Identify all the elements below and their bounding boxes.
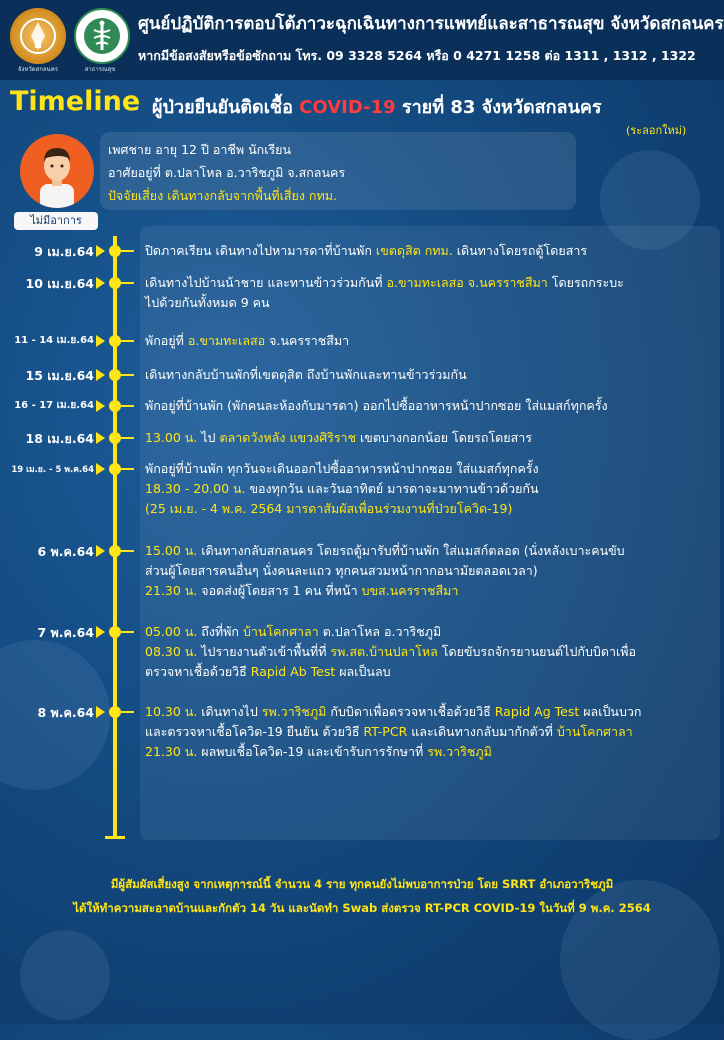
- event-text-segment: พักอยู่ที่บ้านพัก ทุกวันจะเดินออกไปซื้ออาหารหน้าปากซอย ใส่แมสก์ทุกครั้ง: [145, 461, 539, 476]
- virus-decoration-3: [20, 930, 110, 1020]
- event-text-segment: ผลพบเชื้อโควิด-19 และเข้ารับการรักษาที่: [197, 744, 428, 759]
- event-highlight: 21.30 น.: [145, 583, 198, 598]
- timeline-connector: [120, 468, 134, 470]
- timeline-heading: Timeline: [10, 86, 141, 117]
- timeline-connector: [120, 374, 134, 376]
- footer-line-1: มีผู้สัมผัสเสี่ยงสูง จากเหตุการณ์นี้ จำนวน 4 ราย ทุกคนยังไม่พบอาการป่วย โดย SRRT อำเภอวาริชภูมิ: [110, 877, 614, 891]
- timeline-date: 15 เม.ย.64: [25, 368, 94, 383]
- event-text-segment: กับบิดาเพื่อตรวจหาเชื้อด้วยวิธี: [326, 704, 495, 719]
- logo1-caption: จังหวัดสกลนคร: [18, 66, 58, 73]
- relapse-note: (ระลอกใหม่): [626, 124, 687, 137]
- province-seal-logo: [10, 8, 66, 64]
- timeline-event-text: [145, 396, 608, 416]
- timeline-arrow-marker: [96, 245, 105, 257]
- event-text-segment: เดินทางไปบ้านน้าชาย และทานข้าวร่วมกันที่: [145, 275, 387, 290]
- event-highlight: 08.30 น.: [145, 644, 198, 659]
- timeline-event-text: [145, 642, 636, 662]
- timeline-event-text: [145, 331, 349, 351]
- event-text-segment: ต.ปลาโหล อ.วาริชภูมิ: [318, 624, 442, 639]
- caduceus-icon: [82, 16, 122, 56]
- patient-demographics: เพศชาย อายุ 12 ปี อาชีพ นักเรียน: [108, 142, 292, 157]
- timeline-date: 11 - 14 เม.ย.64: [14, 335, 94, 347]
- patient-risk-factor: ปัจจัยเสี่ยง เดินทางกลับจากพื้นที่เสี่ยง กทม.: [108, 188, 337, 203]
- header-banner: [0, 0, 724, 80]
- center-title: ศูนย์ปฏิบัติการตอบโต้ภาวะฉุกเฉินทางการแพทย์และสาธารณสุข จังหวัดสกลนคร: [138, 14, 724, 34]
- event-text-segment: เขตบางกอกน้อย โดยรถโดยสาร: [356, 430, 532, 445]
- event-text-segment: ผลเป็นลบ: [335, 664, 391, 679]
- ministry-health-logo: [74, 8, 130, 64]
- timeline-date: 6 พ.ค.64: [37, 544, 94, 559]
- event-highlight: บ้านโคกศาลา: [556, 724, 633, 739]
- event-text-segment: ส่วนผู้โดยสารคนอื่นๆ นั่งคนละแถว ทุกคนสวมหน้ากากอนามัยตลอดเวลา): [145, 563, 538, 578]
- timeline-event-text: [145, 273, 624, 293]
- timeline-event-text: [145, 241, 587, 261]
- event-text-segment: ไป: [197, 430, 220, 445]
- contact-line: หากมีข้อสงสัยหรือข้อซักถาม โทร. 09 3328 5264 หรือ 0 4271 1258 ต่อ 1311 , 1312 , 1322: [138, 48, 696, 63]
- timeline-arrow-marker: [96, 277, 105, 289]
- timeline-event-text: [145, 662, 391, 682]
- case-title-prefix: ผู้ป่วยยืนยันติดเชื้อ: [152, 97, 293, 118]
- event-text-segment: เดินทางโดยรถตู้โดยสาร: [452, 243, 588, 258]
- timeline-event-text: [145, 622, 441, 642]
- event-text-segment: ผลเป็นบวก: [579, 704, 642, 719]
- event-highlight: บ้านโคกศาลา: [242, 624, 319, 639]
- patient-avatar: [20, 134, 94, 208]
- timeline-date: 19 เม.ย. - 5 พ.ค.64: [11, 465, 94, 475]
- case-title-covid: COVID-19: [299, 97, 396, 118]
- timeline-arrow-marker: [96, 626, 105, 638]
- event-highlight: 10.30 น.: [145, 704, 198, 719]
- event-text-segment: โดยรถกระบะ: [547, 275, 624, 290]
- event-highlight: 05.00 น.: [145, 624, 198, 639]
- event-highlight: อ.ขามทะเลสอ จ.นครราชสีมา: [386, 275, 548, 290]
- event-text-segment: ไปด้วยกันทั้งหมด 9 คน: [145, 295, 270, 310]
- timeline-date: 9 เม.ย.64: [34, 244, 94, 259]
- footer-line-2: ได้ให้ทำความสะอาดบ้านและกักตัว 14 วัน และนัดทำ Swab ส่งตรวจ RT-PCR COVID-19 ในวันที่ 9 พ.ค. 2564: [73, 901, 651, 915]
- event-text-segment: และเดินทางกลับมากักตัวที่: [407, 724, 557, 739]
- timeline-arrow-marker: [96, 400, 105, 412]
- event-highlight: (25 เม.ย. - 4 พ.ค. 2564 มารดาสัมผัสเพื่อนร่วมงานที่ป่วยโควิด-19): [145, 501, 513, 516]
- timeline-connector: [120, 711, 134, 713]
- event-highlight: เขตดุสิต กทม.: [375, 243, 453, 258]
- seal-icon: [18, 16, 58, 56]
- case-title-suffix: รายที่ 83 จังหวัดสกลนคร: [401, 97, 602, 118]
- symptom-badge: ไม่มีอาการ: [14, 212, 98, 230]
- timeline-axis: [113, 236, 117, 838]
- timeline-arrow-marker: [96, 463, 105, 475]
- timeline-arrow-marker: [96, 432, 105, 444]
- logo2-caption: สาธารณสุข: [84, 66, 116, 73]
- timeline-event-text: [145, 581, 458, 601]
- event-highlight: รพ.วาริชภูมิ: [261, 704, 327, 719]
- event-highlight: 15.00 น.: [145, 543, 198, 558]
- event-highlight: RT-PCR: [363, 724, 408, 739]
- event-text-segment: เดินทางกลับบ้านพักที่เขตดุสิต ถึงบ้านพักและทานข้าวร่วมกัน: [145, 367, 467, 382]
- event-highlight: อ.ขามทะเลสอ: [187, 333, 266, 348]
- event-highlight: รพ.วาริชภูมิ: [427, 744, 492, 759]
- timeline-date: 8 พ.ค.64: [37, 705, 94, 720]
- event-highlight: รพ.สต.บ้านปลาโหล: [330, 644, 438, 659]
- boy-avatar-icon: [20, 134, 94, 208]
- event-text-segment: ปิดภาคเรียน เดินทางไปหามารดาที่บ้านพัก: [145, 243, 376, 258]
- event-highlight: Rapid Ag Test: [494, 704, 580, 719]
- timeline-axis-end: [105, 836, 125, 839]
- event-text-segment: ถึงที่พัก: [197, 624, 243, 639]
- timeline-date: 7 พ.ค.64: [37, 625, 94, 640]
- timeline-event-text: [145, 561, 538, 581]
- event-highlight: 13.00 น.: [145, 430, 198, 445]
- event-text-segment: โดยขับรถจักรยานยนต์ไปกับบิดาเพื่อ: [437, 644, 636, 659]
- event-text-segment: พักอยู่ที่: [145, 333, 188, 348]
- event-highlight: ตลาดวังหลัง แขวงศิริราช: [219, 430, 357, 445]
- timeline-connector: [120, 250, 134, 252]
- event-text-segment: และตรวจหาเชื้อโควิด-19 ยืนยัน ด้วยวิธี: [145, 724, 364, 739]
- event-text-segment: เดินทางไป: [197, 704, 262, 719]
- patient-address: อาศัยอยู่ที่ ต.ปลาโหล อ.วาริชภูมิ จ.สกลนคร: [108, 165, 346, 180]
- event-text-segment: จอดส่งผู้โดยสาร 1 คน ที่หน้า: [197, 583, 362, 598]
- timeline-event-text: [145, 428, 532, 448]
- timeline-event-text: [145, 742, 492, 762]
- timeline-event-text: [145, 499, 512, 519]
- event-highlight: 21.30 น.: [145, 744, 198, 759]
- timeline-event-text: [145, 365, 467, 385]
- timeline-connector: [120, 282, 134, 284]
- timeline-arrow-marker: [96, 335, 105, 347]
- timeline-event-text: [145, 541, 625, 561]
- timeline-event-text: [145, 479, 539, 499]
- event-text-segment: พักอยู่ที่บ้านพัก (พักคนละห้องกับมารดา) ออกไปซื้ออาหารหน้าปากซอย ใส่แมสก์ทุกครั้ง: [145, 398, 608, 413]
- timeline-connector: [120, 405, 134, 407]
- timeline-event-text: [145, 702, 641, 722]
- event-highlight: 18.30 - 20.00 น.: [145, 481, 246, 496]
- case-title: [152, 92, 602, 121]
- timeline-arrow-marker: [96, 369, 105, 381]
- timeline-event-text: [145, 722, 633, 742]
- event-highlight: Rapid Ab Test: [250, 664, 336, 679]
- timeline-date: 18 เม.ย.64: [25, 431, 94, 446]
- timeline-date: 10 เม.ย.64: [25, 276, 94, 291]
- event-text-segment: จ.นครราชสีมา: [265, 333, 350, 348]
- timeline-date: 16 - 17 เม.ย.64: [14, 400, 94, 412]
- event-text-segment: ตรวจหาเชื้อด้วยวิธี: [145, 664, 251, 679]
- timeline-arrow-marker: [96, 545, 105, 557]
- event-text-segment: ของทุกวัน และวันอาทิตย์ มารดาจะมาทานข้าวด้วยกัน: [245, 481, 539, 496]
- event-highlight: บขส.นครราชสีมา: [361, 583, 459, 598]
- timeline-arrow-marker: [96, 706, 105, 718]
- timeline-connector: [120, 550, 134, 552]
- timeline-event-text: [145, 459, 539, 479]
- event-text-segment: ไปรายงานตัวเข้าพื้นที่ที่: [197, 644, 331, 659]
- timeline-connector: [120, 437, 134, 439]
- timeline-connector: [120, 631, 134, 633]
- event-text-segment: เดินทางกลับสกลนคร โดยรถตู้มารับที่บ้านพัก ใส่แมสก์ตลอด (นั่งหลังเบาะคนขับ: [197, 543, 625, 558]
- timeline-connector: [120, 340, 134, 342]
- timeline-event-text: [145, 293, 270, 313]
